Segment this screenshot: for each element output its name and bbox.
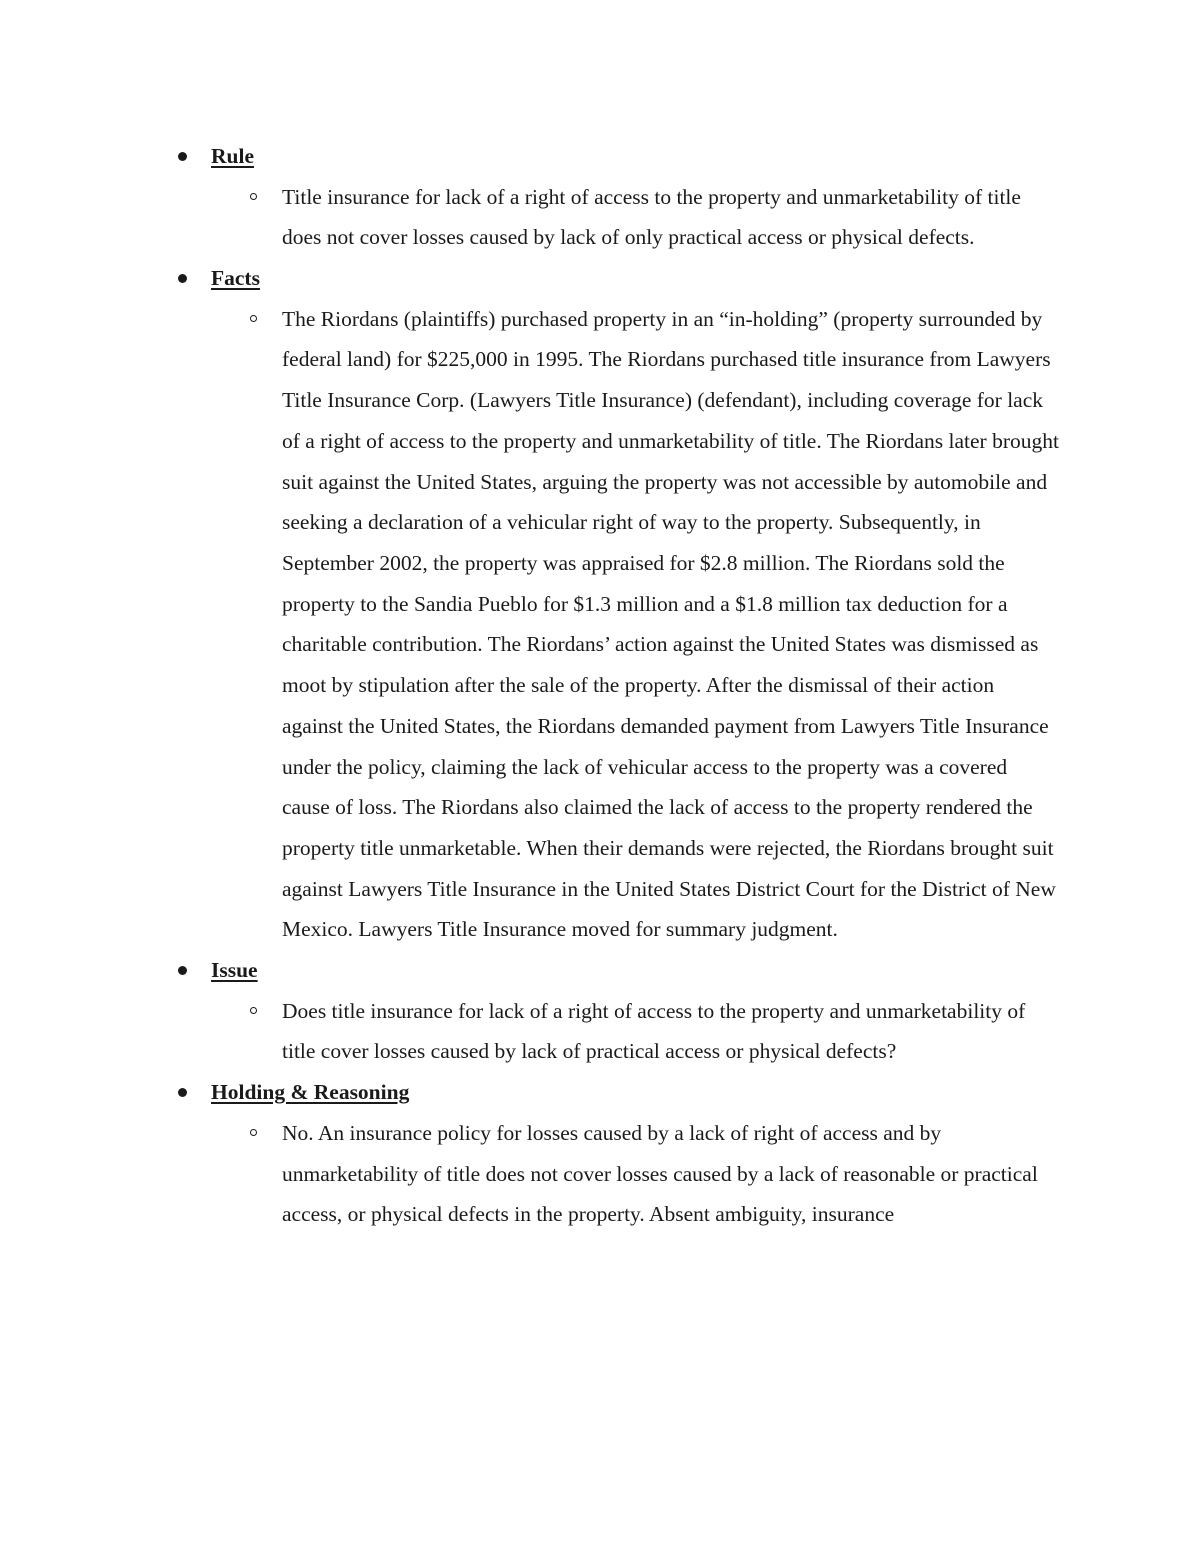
sub-list	[0, 177, 1200, 258]
hollow-bullet-icon	[250, 315, 257, 322]
section-holding-reasoning	[0, 1072, 1200, 1235]
filled-bullet-icon	[178, 152, 187, 161]
heading-row	[0, 950, 1200, 991]
heading-row	[0, 1072, 1200, 1113]
section-heading-rule: Rule	[211, 144, 254, 168]
list-item	[0, 177, 1200, 258]
list-item	[0, 299, 1200, 950]
filled-bullet-icon	[178, 966, 187, 975]
sub-list	[0, 991, 1200, 1072]
section-issue	[0, 950, 1200, 1072]
section-facts	[0, 258, 1200, 950]
hollow-bullet-icon	[250, 1129, 257, 1136]
section-rule	[0, 136, 1200, 258]
holding-text: No. An insurance policy for losses caused by a lack of right of access and by unmarketability of title does not cover losses caused by a lack of reasonable or practical access, or physical defects in the property. Absent ambiguity, insurance	[282, 1120, 1038, 1227]
hollow-bullet-icon	[250, 1007, 257, 1014]
sub-list	[0, 299, 1200, 950]
section-heading-holding-reasoning: Holding & Reasoning	[211, 1080, 410, 1105]
section-heading-facts: Facts	[211, 266, 260, 291]
case-brief-outline	[0, 136, 1200, 1235]
section-heading-issue: Issue	[211, 958, 258, 983]
sub-list	[0, 1113, 1200, 1235]
heading-row	[0, 258, 1200, 299]
issue-text: Does title insurance for lack of a right of access to the property and unmarketability of title cover losses caused by lack of practical access or physical defects?	[282, 998, 1026, 1064]
filled-bullet-icon	[178, 274, 187, 283]
facts-text: The Riordans (plaintiffs) purchased property in an “in-holding” (property surrounded by federal land) for $225,000 in 1995. The Riordans purchased title insurance from Lawyers Title Insurance Corp. (Lawyers Title Insurance) (defendant), including coverage for lack of a right of access to the property and unmarketability of title. The Riordans later brought suit against the United States, arguing the property was not accessible by automobile and seeking a declaration of a vehicular right of way to the property. Subsequently, in September 2002, the property was appraised for $2.8 million. The Riordans sold the property to the Sandia Pueblo for $1.3 million and a $1.8 million tax deduction for a charitable contribution. The Riordans’ action against the United States was dismissed as moot by stipulation after the sale of the property. After the dismissal of their action against the United States, the Riordans demanded payment from Lawyers Title Insurance under the policy, claiming the lack of vehicular access to the property was a covered cause of loss. The Riordans also claimed the lack of access to the property rendered the property title unmarketable. When their demands were rejected, the Riordans brought suit against Lawyers Title Insurance in the United States District Court for the District of New Mexico. Lawyers Title Insurance moved for summary judgment.	[282, 306, 1059, 942]
hollow-bullet-icon	[250, 193, 257, 200]
filled-bullet-icon	[178, 1088, 187, 1097]
list-item	[0, 991, 1200, 1072]
heading-row	[0, 136, 1200, 177]
list-item	[0, 1113, 1200, 1235]
rule-text: Title insurance for lack of a right of access to the property and unmarketability of title does not cover losses caused by lack of only practical access or physical defects.	[282, 184, 1021, 250]
